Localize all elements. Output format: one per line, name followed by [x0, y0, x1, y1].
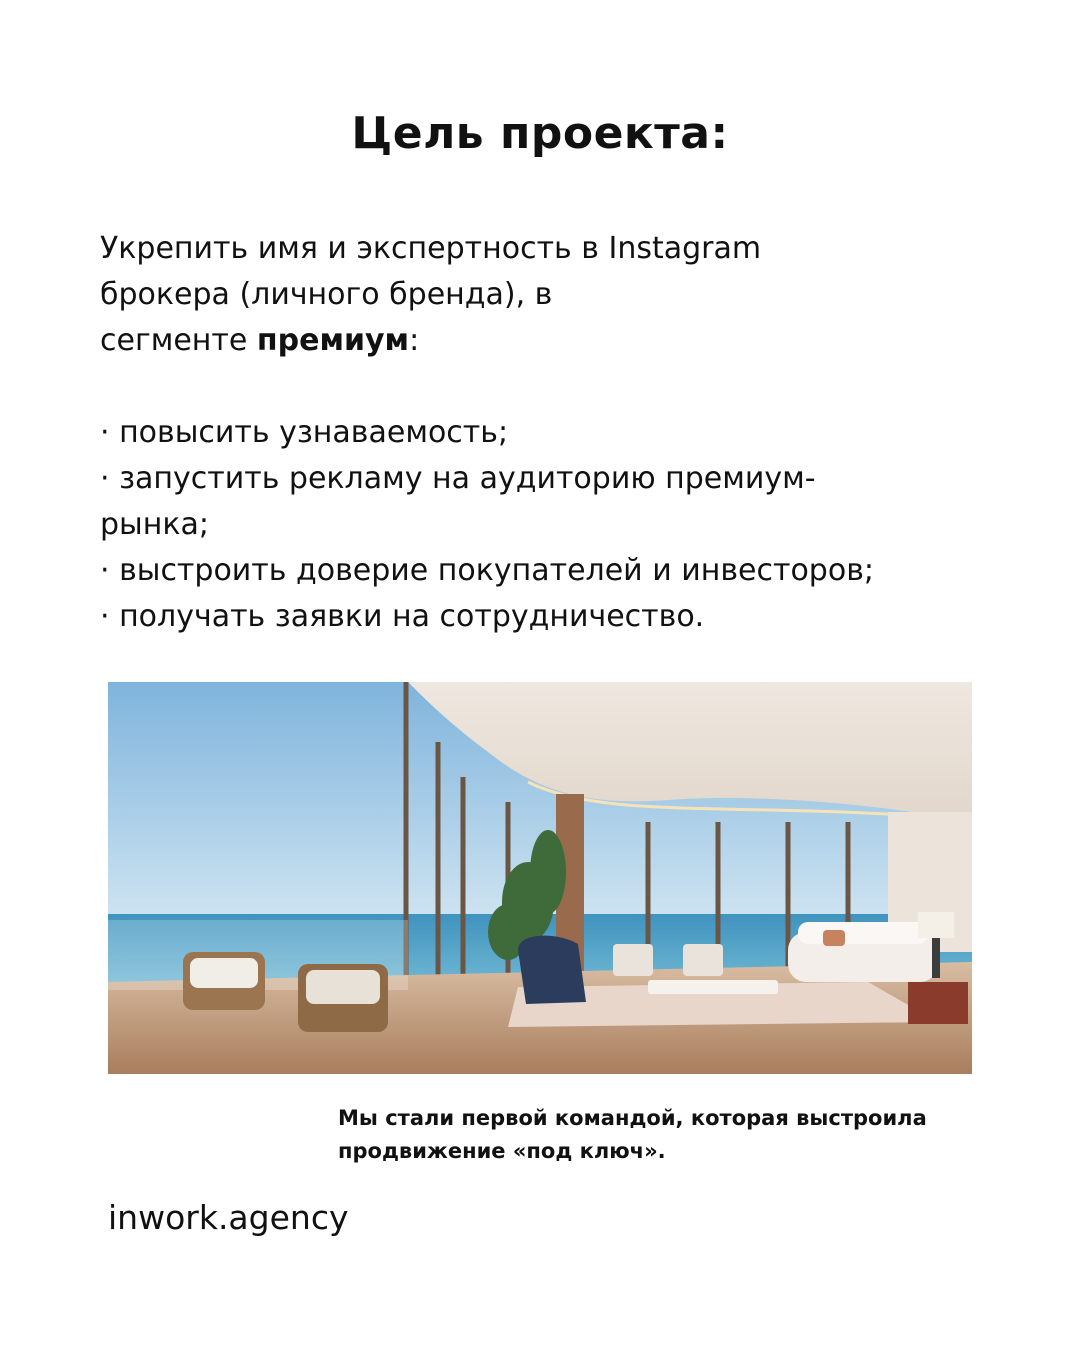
white-sofa — [788, 922, 938, 982]
goal-item: · запустить рекламу на аудиторию премиум- — [100, 461, 816, 496]
intro-line-1: Укрепить имя и экспертность в Instagram — [100, 231, 762, 266]
goal-item: · получать заявки на сотрудничество. — [100, 599, 705, 634]
project-goal-intro — [100, 226, 1000, 364]
goal-item: · выстроить доверие покупателей и инвесторов; — [100, 553, 874, 588]
intro-line-2: брокера (личного бренда), в — [100, 277, 553, 312]
page-title: Цель проекта: — [351, 108, 729, 159]
goals-list — [100, 410, 1000, 640]
coffee-table — [648, 980, 778, 994]
penthouse-interior-photo — [108, 682, 972, 1074]
caption-line-1: Мы стали первой командой, которая выстроила — [338, 1106, 927, 1130]
blue-armchair — [518, 936, 586, 1004]
intro-highlight-premium: премиум — [256, 323, 410, 358]
goal-item: рынка; — [100, 507, 209, 542]
side-table — [908, 982, 968, 1024]
caption-line-2: продвижение «под ключ». — [338, 1139, 666, 1163]
intro-line-3-suffix: : — [409, 323, 420, 358]
brand-name: inwork.agency — [108, 1198, 349, 1237]
goal-item: · повысить узнаваемость; — [100, 415, 509, 450]
intro-line-3-prefix: сегменте — [100, 323, 257, 358]
caption — [338, 1102, 998, 1168]
